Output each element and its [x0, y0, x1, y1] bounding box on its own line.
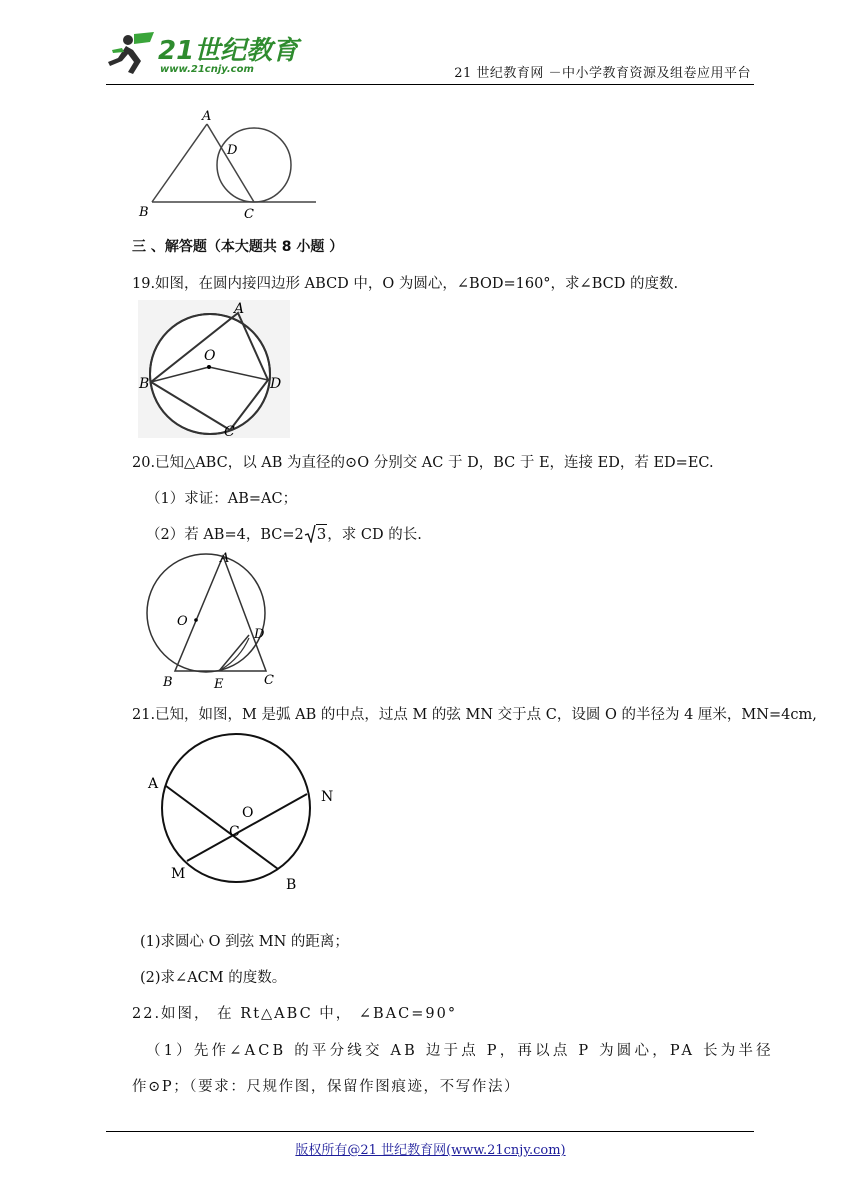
label-b: B	[139, 205, 149, 220]
q20-label-a: A	[220, 551, 230, 566]
q19-label-c: C	[224, 424, 235, 440]
q22-part1-line2: 作⊙P；（要求：尺规作图，保留作图痕迹，不写作法）	[132, 1079, 521, 1095]
q21-label-n: N	[321, 789, 334, 805]
q21-label-b: B	[286, 877, 297, 893]
q21-part1: (1)求圆心 O 到弦 MN 的距离；	[140, 934, 349, 950]
q21-text: 21.已知，如图，M 是弧 AB 的中点，过点 M 的弦 MN 交于点 C，设圆 O 的半径为 4 厘米，MN=4cm,	[132, 707, 817, 723]
footer-copyright-link[interactable]: 版权所有@21 世纪教育网(www.21cnjy.com)	[295, 1143, 566, 1158]
q21-label-m: M	[171, 866, 186, 882]
figure-q19	[138, 300, 290, 440]
q19-label-d: D	[270, 376, 282, 392]
q20-label-d: D	[254, 627, 265, 642]
q19-text: 19.如图，在圆内接四边形 ABCD 中，O 为圆心，∠BOD=160°，求∠BCD 的度数.	[132, 276, 679, 292]
header-divider	[106, 84, 754, 85]
q20-label-c: C	[264, 673, 274, 688]
sqrt-icon	[304, 525, 316, 543]
q20-text: 20.已知△ABC，以 AB 为直径的⊙O 分别交 AC 于 D，BC 于 E，连接 ED，若 ED=EC.	[132, 455, 714, 471]
q20-label-o: O	[177, 614, 188, 629]
label-d: D	[227, 143, 238, 158]
runner-logo-icon	[104, 28, 160, 78]
figure-q20	[136, 550, 282, 692]
q22-part1-line1: （1）先作∠ACB 的平分线交 AB 边于点 P，再以点 P 为圆心，PA 长为半径	[146, 1043, 774, 1059]
q21-label-a: A	[148, 776, 159, 792]
logo-url: www.21cnjy.com	[160, 64, 254, 75]
q21-part2: (2)求∠ACM 的度数。	[140, 970, 287, 986]
q21-label-c: C	[229, 824, 240, 840]
section-heading: 三 、解答题（本大题共 8 小题 ）	[132, 239, 344, 255]
q20-part1: （1）求证：AB=AC；	[146, 491, 298, 507]
label-a: A	[202, 109, 212, 124]
q19-label-b: B	[139, 376, 150, 392]
figure-q18	[136, 104, 326, 222]
figure-q21	[140, 728, 340, 898]
q19-label-o: O	[204, 348, 216, 364]
q22-text: 22.如图， 在 Rt△ABC 中， ∠BAC=90°	[132, 1006, 458, 1022]
q20-label-b: B	[163, 675, 173, 690]
q19-label-a: A	[234, 301, 245, 317]
q20-label-e: E	[214, 677, 224, 692]
sqrt-symbol	[304, 525, 316, 543]
logo-text: 21世纪教育	[158, 36, 299, 66]
q21-label-o: O	[242, 805, 254, 821]
label-c: C	[244, 207, 254, 222]
sqrt-radicand: 3	[316, 525, 327, 543]
q20-part2: （2）若 AB=4，BC=2 3，求 CD 的长.	[146, 525, 422, 543]
header-title: 21 世纪教育网 －中小学教育资源及组卷应用平台	[454, 66, 751, 81]
footer-divider	[106, 1131, 754, 1132]
